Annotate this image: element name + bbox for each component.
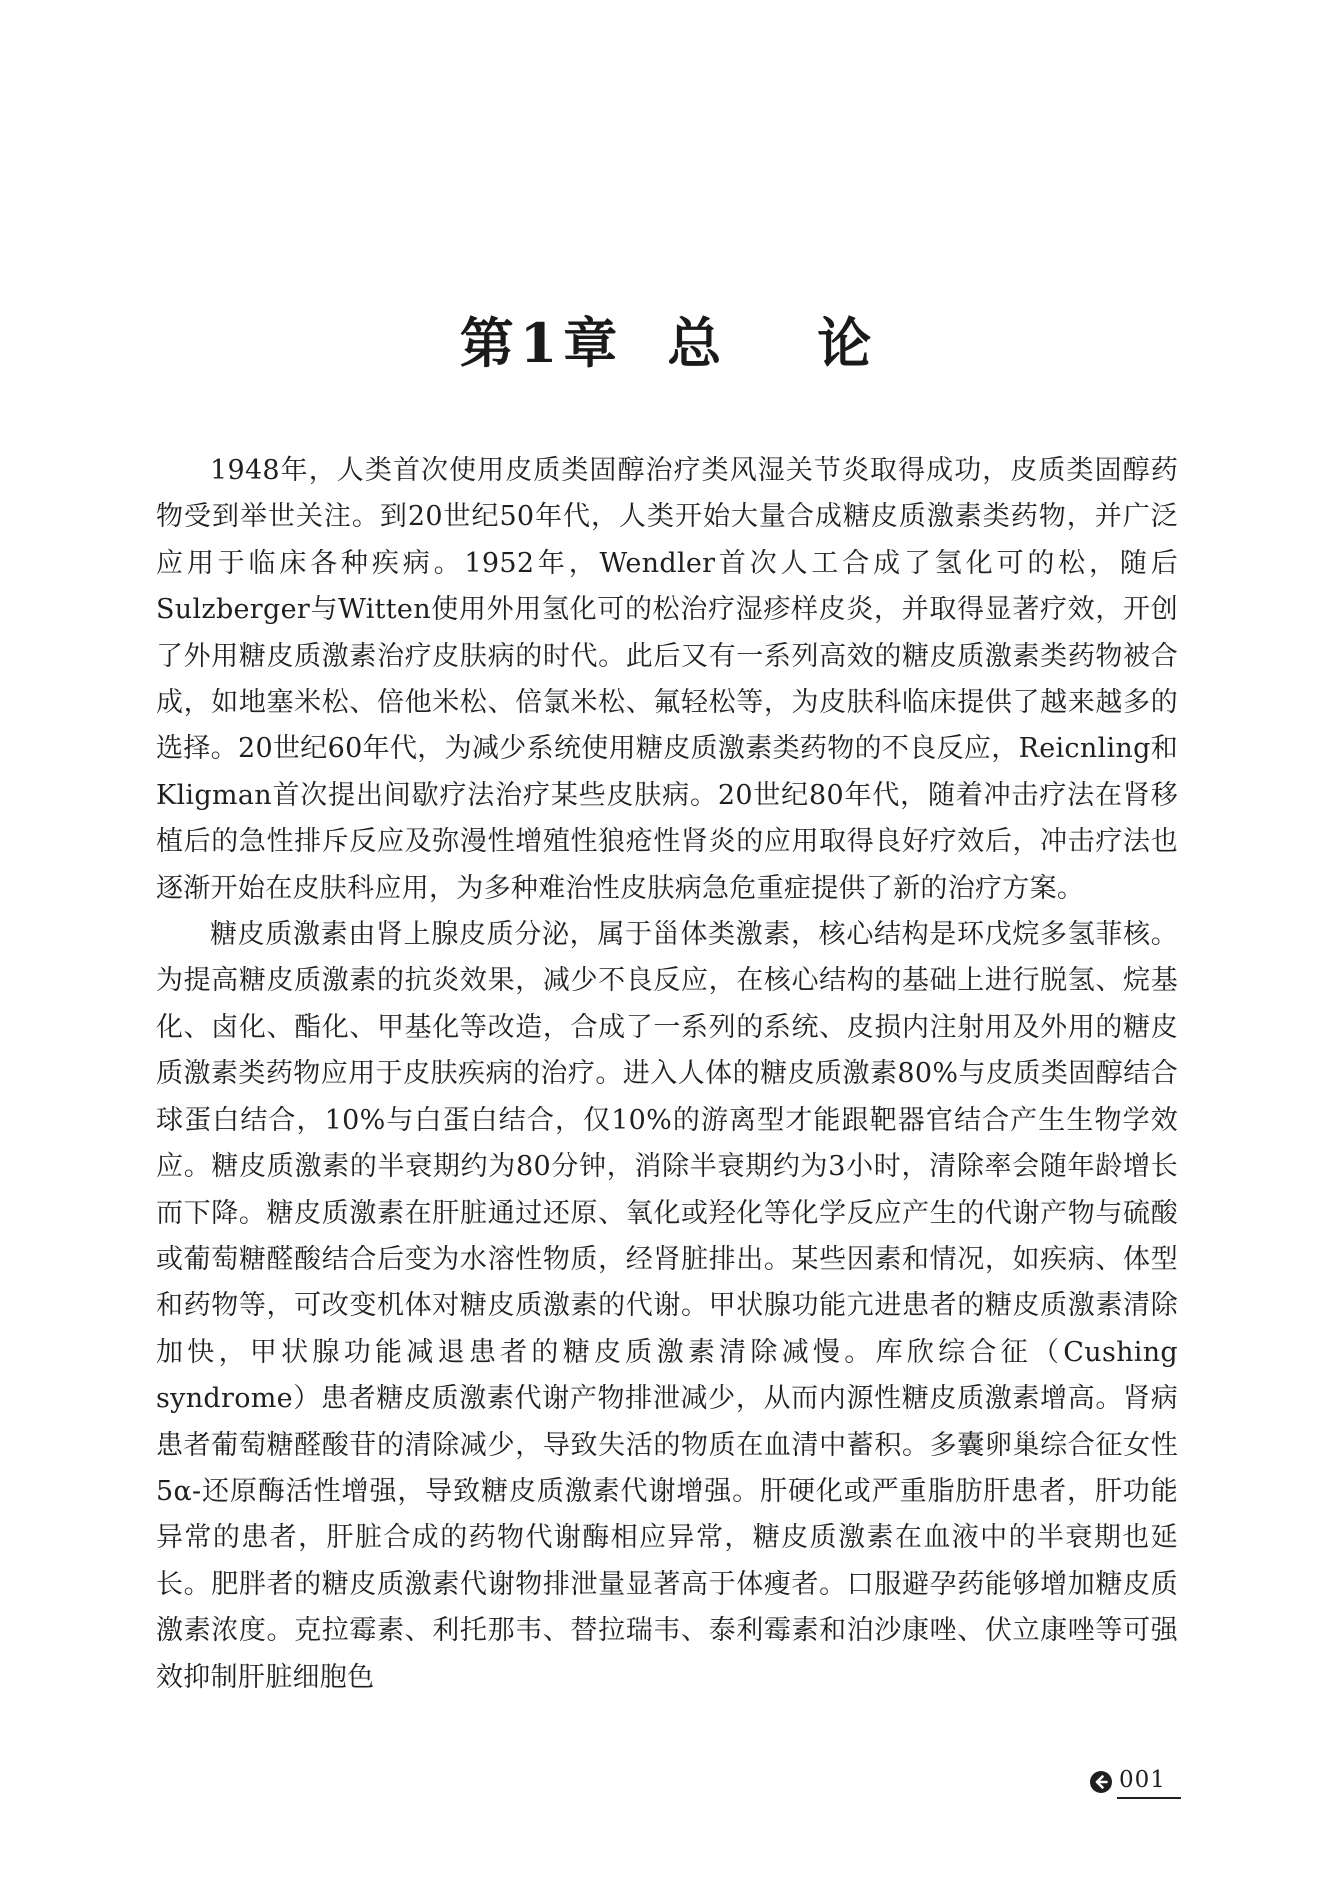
- chapter-word-2: 论: [817, 311, 872, 375]
- chapter-suffix: 章: [563, 311, 618, 375]
- paragraph-1: 1948年，人类首次使用皮质类固醇治疗类风湿关节炎取得成功，皮质类固醇药物受到举世关注。到20世纪50年代，人类开始大量合成糖皮质激素类药物，并广泛应用于临床各种疾病。1952年，Wendler首次人工合成了氢化可的松，随后Sulzberger与Witten使用外用氢化可的松治疗湿疹样皮炎，并取得显著疗效，开创了外用糖皮质激素治疗皮肤病的时代。此后又有一系列高效的糖皮质激素类药物被合成，如地塞米松、倍他米松、倍氯米松、氟轻松等，为皮肤科临床提供了越来越多的选择。20世纪60年代，为减少系统使用糖皮质激素类药物的不良反应，Reicnling和Kligman首次提出间歇疗法治疗某些皮肤病。20世纪80年代，随着冲击疗法在肾移植后的急性排斥反应及弥漫性增殖性狼疮性肾炎的应用取得良好疗效后，冲击疗法也逐渐开始在皮肤科应用，为多种难治性皮肤病急危重症提供了新的治疗方案。: [156, 455, 1178, 904]
- page-footer: [1089, 1766, 1181, 1802]
- chapter-number: 1: [519, 311, 558, 375]
- chapter-word-1: 总: [667, 311, 722, 375]
- page-number: 001: [1119, 1767, 1166, 1793]
- chapter-title: [0, 308, 1331, 378]
- arrow-left-circle-icon: [1089, 1770, 1113, 1794]
- page-number-rule: [1117, 1797, 1181, 1799]
- body-text: [156, 448, 1178, 1701]
- chapter-prefix: 第: [459, 311, 514, 375]
- paragraph-2: 糖皮质激素由肾上腺皮质分泌，属于甾体类激素，核心结构是环戊烷多氢菲核。为提高糖皮质激素的抗炎效果，减少不良反应，在核心结构的基础上进行脱氢、烷基化、卤化、酯化、甲基化等改造，合成了一系列的系统、皮损内注射用及外用的糖皮质激素类药物应用于皮肤疾病的治疗。进入人体的糖皮质激素80%与皮质类固醇结合球蛋白结合，10%与白蛋白结合，仅10%的游离型才能跟靶器官结合产生生物学效应。糖皮质激素的半衰期约为80分钟，消除半衰期约为3小时，清除率会随年龄增长而下降。糖皮质激素在肝脏通过还原、氧化或羟化等化学反应产生的代谢产物与硫酸或葡萄糖醛酸结合后变为水溶性物质，经肾脏排出。某些因素和情况，如疾病、体型和药物等，可改变机体对糖皮质激素的代谢。甲状腺功能亢进患者的糖皮质激素清除加快，甲状腺功能减退患者的糖皮质激素清除减慢。库欣综合征（Cushing syndrome）患者糖皮质激素代谢产物排泄减少，从而内源性糖皮质激素增高。肾病患者葡萄糖醛酸苷的清除减少，导致失活的物质在血清中蓄积。多囊卵巢综合征女性5α-还原酶活性增强，导致糖皮质激素代谢增强。肝硬化或严重脂肪肝患者，肝功能异常的患者，肝脏合成的药物代谢酶相应异常，糖皮质激素在血液中的半衰期也延长。肥胖者的糖皮质激素代谢物排泄量显著高于体瘦者。口服避孕药能够增加糖皮质激素浓度。克拉霉素、利托那韦、替拉瑞韦、泰利霉素和泊沙康唑、伏立康唑等可强效抑制肝脏细胞色: [156, 919, 1178, 1693]
